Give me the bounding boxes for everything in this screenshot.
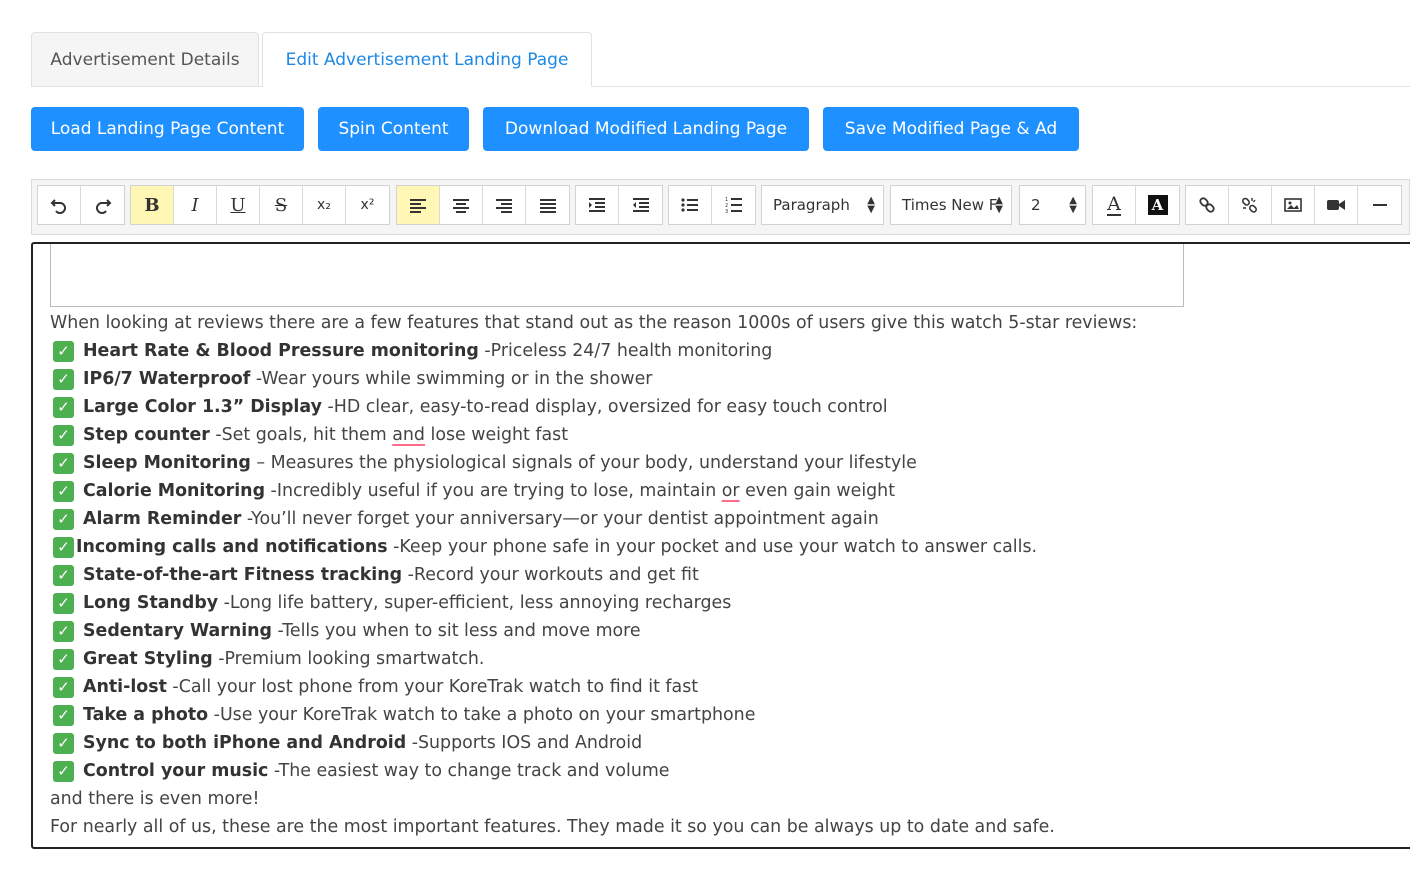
align-group	[396, 185, 570, 225]
feature-title: Sync to both iPhone and Android	[83, 733, 407, 753]
bold-icon: B	[144, 194, 160, 216]
subscript-icon: x₂	[317, 197, 331, 213]
feature-item	[50, 393, 1410, 421]
feature-item	[50, 477, 1410, 505]
tab-bar	[31, 32, 1410, 87]
feature-item	[50, 617, 1410, 645]
image-icon	[1284, 197, 1302, 213]
superscript-button[interactable]	[346, 186, 389, 224]
outro-paragraph: For nearly all of us, these are the most important features. They made it so you can be always up to date and safe.	[50, 817, 1055, 837]
numbered-list-icon	[725, 196, 743, 214]
embedded-frame	[50, 243, 1184, 307]
feature-item	[50, 365, 1410, 393]
feature-description-part: lose weight fast	[424, 425, 569, 445]
indent-group	[575, 185, 663, 225]
font-size-select[interactable]	[1019, 185, 1086, 225]
align-right-button[interactable]	[483, 186, 526, 224]
feature-description: -You’ll never forget your anniversary—or your dentist appointment again	[241, 509, 879, 529]
text-color-button[interactable]	[1093, 186, 1136, 224]
align-center-icon	[452, 197, 470, 213]
link-icon	[1198, 196, 1216, 214]
bullet-list-button[interactable]	[669, 186, 712, 224]
feature-description: -Priceless 24/7 health monitoring	[478, 341, 773, 361]
svg-text:1: 1	[724, 197, 728, 203]
feature-title: State-of-the-art Fitness tracking	[83, 565, 403, 585]
checkmark-icon: ✓	[53, 481, 74, 502]
block-format-value: Paragraph	[773, 196, 850, 214]
feature-item	[50, 645, 1410, 673]
feature-item	[50, 505, 1410, 533]
redo-icon	[94, 196, 112, 214]
indent-button[interactable]	[576, 186, 619, 224]
feature-description: – Measures the physiological signals of your body, understand your lifestyle	[250, 453, 917, 473]
insert-video-button[interactable]	[1315, 186, 1358, 224]
feature-title: Large Color 1.3” Display	[83, 397, 322, 417]
editor-toolbar	[31, 179, 1410, 235]
feature-description: -Premium looking smartwatch.	[212, 649, 485, 669]
intro-paragraph: When looking at reviews there are a few features that stand out as the reason 1000s of users give this watch 5-star reviews:	[50, 313, 1138, 333]
feature-list	[50, 337, 1410, 785]
feature-title: Alarm Reminder	[83, 509, 242, 529]
bold-button[interactable]	[131, 186, 174, 224]
feature-title: Step counter	[83, 425, 210, 445]
indent-icon	[588, 197, 606, 213]
select-arrows-icon: ▲ ▼	[995, 195, 1003, 215]
superscript-icon: x²	[360, 197, 375, 213]
feature-description: -Keep your phone safe in your pocket and use your watch to answer calls.	[387, 537, 1038, 557]
spellcheck-flagged-word[interactable]: and	[392, 425, 425, 445]
italic-button[interactable]	[174, 186, 217, 224]
checkmark-icon: ✓	[53, 453, 74, 474]
block-format-select[interactable]	[761, 185, 884, 225]
feature-item	[50, 561, 1410, 589]
load-landing-page-button[interactable]: Load Landing Page Content	[31, 107, 304, 151]
feature-description: -Record your workouts and get fit	[402, 565, 699, 585]
unlink-button[interactable]	[1229, 186, 1272, 224]
spellcheck-flagged-word[interactable]: or	[721, 481, 740, 501]
underline-icon: U	[230, 194, 246, 216]
align-left-icon	[409, 197, 427, 213]
feature-title: Control your music	[83, 761, 269, 781]
feature-title: Calorie Monitoring	[83, 481, 266, 501]
svg-text:2: 2	[724, 203, 728, 209]
select-arrows-icon: ▲ ▼	[1069, 195, 1077, 215]
align-right-icon	[495, 197, 513, 213]
color-group	[1092, 185, 1180, 225]
align-center-button[interactable]	[440, 186, 483, 224]
insert-group	[1185, 185, 1402, 225]
feature-description: -Call your lost phone from your KoreTrak watch to find it fast	[166, 677, 699, 697]
feature-description-part: even gain weight	[739, 481, 896, 501]
checkmark-icon: ✓	[53, 593, 74, 614]
checkmark-icon: ✓	[53, 369, 74, 390]
feature-title: Great Styling	[83, 649, 213, 669]
checkmark-icon: ✓	[53, 425, 74, 446]
feature-item	[50, 533, 1410, 561]
undo-button[interactable]	[38, 186, 81, 224]
checkmark-icon: ✓	[53, 677, 74, 698]
feature-title: Long Standby	[83, 593, 219, 613]
svg-text:3: 3	[724, 209, 728, 214]
save-page-and-ad-button[interactable]: Save Modified Page & Ad	[823, 107, 1079, 151]
numbered-list-button[interactable]	[712, 186, 755, 224]
insert-link-button[interactable]	[1186, 186, 1229, 224]
underline-button[interactable]	[217, 186, 260, 224]
feature-description: -Supports IOS and Android	[406, 733, 643, 753]
insert-image-button[interactable]	[1272, 186, 1315, 224]
background-color-button[interactable]	[1136, 186, 1179, 224]
feature-description: -Use your KoreTrak watch to take a photo on your smartphone	[208, 705, 756, 725]
feature-description: -The easiest way to change track and volume	[268, 761, 670, 781]
checkmark-icon: ✓	[53, 397, 74, 418]
feature-item	[50, 449, 1410, 477]
checkmark-icon: ✓	[53, 509, 74, 530]
checkmark-icon: ✓	[53, 705, 74, 726]
history-group	[37, 185, 125, 225]
feature-item	[50, 673, 1410, 701]
text-color-icon: A	[1107, 193, 1121, 215]
checkmark-icon: ✓	[53, 341, 74, 362]
checkmark-icon: ✓	[53, 621, 74, 642]
feature-title: Heart Rate & Blood Pressure monitoring	[83, 341, 479, 361]
tab-edit-landing-page[interactable]: Edit Advertisement Landing Page	[262, 32, 592, 87]
list-group	[668, 185, 756, 225]
outro-line: and there is even more!	[50, 789, 260, 809]
feature-description	[265, 477, 895, 505]
checkmark-icon: ✓	[53, 761, 74, 782]
unlink-icon	[1241, 196, 1259, 214]
feature-description: -Long life battery, super-efficient, less annoying recharges	[218, 593, 732, 613]
select-arrows-icon: ▲ ▼	[867, 195, 875, 215]
feature-title: Incoming calls and notifications	[76, 537, 388, 557]
video-camera-icon	[1326, 198, 1346, 212]
editor-content-area[interactable]	[31, 242, 1410, 849]
font-family-value: Times New F	[902, 196, 998, 214]
editor-text	[50, 309, 1410, 841]
format-group	[130, 185, 390, 225]
feature-title: IP6/7 Waterproof	[83, 369, 251, 389]
feature-item	[50, 337, 1410, 365]
tab-advertisement-details[interactable]: Advertisement Details	[31, 32, 259, 86]
feature-item	[50, 701, 1410, 729]
strikethrough-icon: S	[274, 194, 288, 216]
feature-item	[50, 421, 1410, 449]
feature-item	[50, 757, 1410, 785]
feature-item	[50, 729, 1410, 757]
background-color-icon: A	[1148, 195, 1168, 215]
feature-description-part: -Set goals, hit them	[209, 425, 393, 445]
feature-description: -Tells you when to sit less and move more	[272, 621, 641, 641]
horizontal-rule-button[interactable]	[1358, 186, 1401, 224]
feature-description	[210, 421, 568, 449]
feature-item	[50, 589, 1410, 617]
feature-description: -Wear yours while swimming or in the shower	[250, 369, 653, 389]
feature-title: Sedentary Warning	[83, 621, 273, 641]
align-justify-button[interactable]	[526, 186, 569, 224]
horizontal-rule-icon	[1372, 203, 1388, 207]
download-landing-page-button[interactable]: Download Modified Landing Page	[483, 107, 809, 151]
feature-description: -HD clear, easy-to-read display, oversized for easy touch control	[321, 397, 888, 417]
feature-title: Take a photo	[83, 705, 209, 725]
spin-content-button[interactable]: Spin Content	[318, 107, 469, 151]
undo-icon	[50, 196, 68, 214]
feature-title: Anti-lost	[83, 677, 167, 697]
outdent-button[interactable]	[619, 186, 662, 224]
checkmark-icon: ✓	[53, 649, 74, 670]
outdent-icon	[632, 197, 650, 213]
checkmark-icon: ✓	[53, 565, 74, 586]
align-left-button[interactable]	[397, 186, 440, 224]
font-size-value: 2	[1031, 196, 1041, 214]
font-family-select[interactable]	[890, 185, 1012, 225]
subscript-button[interactable]	[303, 186, 346, 224]
checkmark-icon: ✓	[53, 537, 74, 558]
align-justify-icon	[539, 197, 557, 213]
strikethrough-button[interactable]	[260, 186, 303, 224]
bullet-list-icon	[681, 197, 699, 213]
checkmark-icon: ✓	[53, 733, 74, 754]
feature-description-part: -Incredibly useful if you are trying to lose, maintain	[265, 481, 722, 501]
italic-icon: I	[191, 194, 199, 216]
redo-button[interactable]	[81, 186, 124, 224]
feature-title: Sleep Monitoring	[83, 453, 251, 473]
